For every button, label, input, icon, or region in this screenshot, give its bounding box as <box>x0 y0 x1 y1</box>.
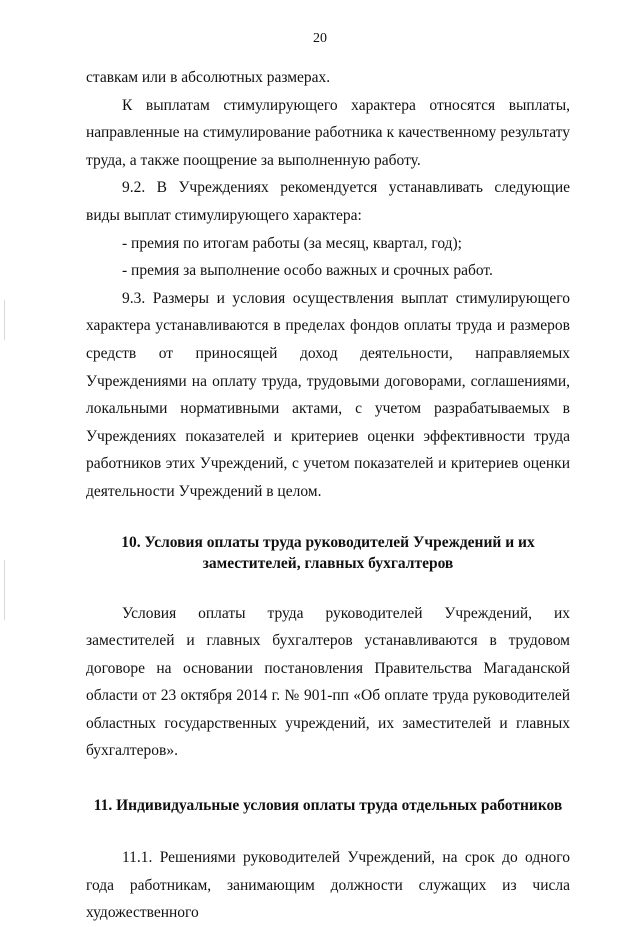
section-10-heading <box>86 532 570 574</box>
list-item: - премия за выполнение особо важных и срочных работ. <box>122 262 493 280</box>
paragraph-stimulating-payments: К выплатам стимулирующего характера относятся выплаты, направленные на стимулирование работника к качественному результату труда, а также поощрение за выполненную работу. <box>86 96 570 169</box>
list-item: - премия по итогам работы (за месяц, квартал, год); <box>122 234 462 252</box>
page-number: 20 <box>313 31 327 46</box>
paragraph-continuation: ставкам или в абсолютных размерах. <box>86 69 331 86</box>
section-10-heading-line1: 10. Условия оплаты труда руководителей Учреждений и их <box>121 533 535 551</box>
document-body <box>86 64 570 927</box>
paragraph-11-1: 11.1. Решениями руководителей Учреждений, на срок до одного года работникам, занимающим должности служащих из числа художественного <box>86 849 570 922</box>
section-11-heading: 11. Индивидуальные условия оплаты труда отдельных работников <box>93 797 563 815</box>
paragraph-9-3: 9.3. Размеры и условия осуществления выплат стимулирующего характера устанавливаются в пределах фондов оплаты труда и размеров средств от приносящей доход деятельности, направляемых Учреждениями на оплату труда, трудовыми договорами, соглашениями, локальными нормативными актами, с учетом разрабатываемых в Учреждениях показателей и критериев оценки эффективности труда работников этих Учреждений, с учетом показателей и критериев оценки деятельности Учреждений в целом. <box>86 289 570 500</box>
section-10-text: Условия оплаты труда руководителей Учреждений, их заместителей и главных бухгалтеров устанавливаются в трудовом договоре на основании постановления Правительства Магаданской области от 23 октября 2014 г. № 901-пп «Об оплате труда руководителей областных государственных учреждений, их заместителей и главных бухгалтеров». <box>86 604 570 760</box>
paragraph-9-2: 9.2. В Учреждениях рекомендуется устанавливать следующие виды выплат стимулирующего характера: <box>86 179 570 224</box>
section-10-heading-line2: заместителей, главных бухгалтеров <box>202 554 454 572</box>
scan-edge-mark <box>4 560 5 620</box>
scan-edge-mark <box>4 300 5 340</box>
